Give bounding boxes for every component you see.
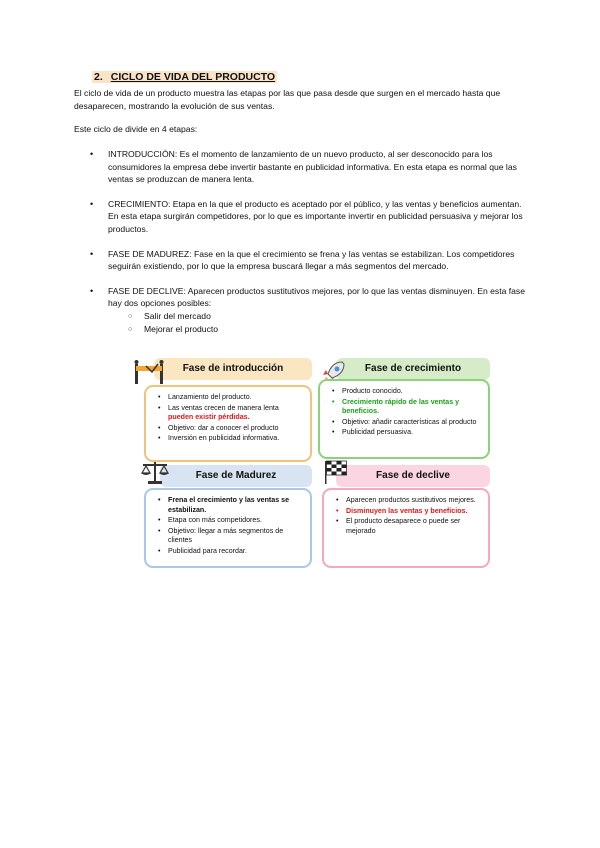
- decline-item: • Disminuyen las ventas y beneficios.: [336, 507, 480, 517]
- mature-item: • Etapa con más competidores.: [158, 516, 302, 526]
- stage-item-madurez: • FASE DE MADUREZ: Fase en la que el crecimiento se frena y las ventas se estabilizan. Los competidores seguirán existiendo, por lo que la empresa buscará llegar a más segmentos del mercado.: [90, 248, 526, 273]
- growth-item: • Objetivo: añadir características al producto: [332, 418, 480, 428]
- stages-intro: Este ciclo de divide en 4 etapas:: [74, 124, 198, 134]
- mature-item: • Frena el crecimiento y las ventas se estabilizan.: [158, 496, 302, 515]
- decline-item: • Aparecen productos sustitutivos mejores.: [336, 496, 480, 506]
- growth-item: • Producto conocido.: [332, 387, 480, 397]
- growth-item: • Crecimiento rápido de las ventas y beneficios.: [332, 398, 480, 417]
- declive-options: [108, 310, 526, 335]
- decline-item: • El producto desaparece o puede ser mejorado: [336, 517, 480, 536]
- scale-icon: [140, 459, 170, 485]
- intro-item: • Objetivo: dar a conocer el producto: [158, 424, 302, 434]
- intro-phase-title: Fase de introducción: [154, 358, 312, 380]
- intro-item: • Las ventas crecen de manera lenta pueden existir pérdidas.: [158, 404, 302, 423]
- mature-phase-title: Fase de Madurez: [160, 465, 312, 487]
- option-item: ○ Mejorar el producto: [128, 323, 526, 336]
- decline-phase-box: [322, 488, 490, 568]
- stage-item-introduccion: • INTRODUCCIÓN: Es el momento de lanzamiento de un nuevo producto, al ser desconocido para los consumidores la empresa debe invertir bastante en publicidad informativa. En esta etapa es normal que las ventas se produzcan de manera lenta.: [90, 148, 526, 186]
- mature-item: • Objetivo: llegar a más segmentos de clientes: [158, 527, 302, 546]
- stage-item-crecimiento: • CRECIMIENTO: Etapa en la que el producto es aceptado por el público, y las ventas y beneficios aumentan. En esta etapa surgirán competidores, por lo que es importante invertir en publicidad persuasiva y mejorar los productos.: [90, 198, 526, 236]
- decline-phase-title: Fase de declive: [336, 465, 490, 487]
- option-item: ○ Salir del mercado: [128, 310, 526, 323]
- section-heading: [92, 71, 277, 83]
- checkered-flag-icon: [322, 459, 350, 485]
- growth-item: • Publicidad persuasiva.: [332, 428, 480, 438]
- intro-phase-box: [144, 385, 312, 462]
- intro-item: • Lanzamiento del producto.: [158, 393, 302, 403]
- section-title: CICLO DE VIDA DEL PRODUCTO: [110, 71, 276, 83]
- intro-paragraph: El ciclo de vida de un producto muestra las etapas por las que pasa desde que surgen en el mercado hasta que desaparecen, mostrando la evolución de sus ventas.: [74, 88, 501, 111]
- stage-item-declive: • FASE DE DECLIVE: Aparecen productos sustitutivos mejores, por lo que las ventas disminuyen. En esta fase hay dos opciones posibles: ○ Salir del mercado ○ Mejorar el producto: [90, 285, 526, 335]
- growth-phase-title: Fase de crecimiento: [336, 358, 490, 380]
- ribbon-cutting-icon: [132, 358, 168, 384]
- intro-item: • Inversión en publicidad informativa.: [158, 434, 302, 444]
- mature-item: • Publicidad para recordar.: [158, 547, 302, 557]
- mature-phase-box: [144, 488, 312, 568]
- section-number: 2.: [94, 71, 103, 83]
- stages-list: [90, 148, 526, 347]
- growth-phase-box: [318, 379, 490, 459]
- lifecycle-figure: [130, 355, 496, 570]
